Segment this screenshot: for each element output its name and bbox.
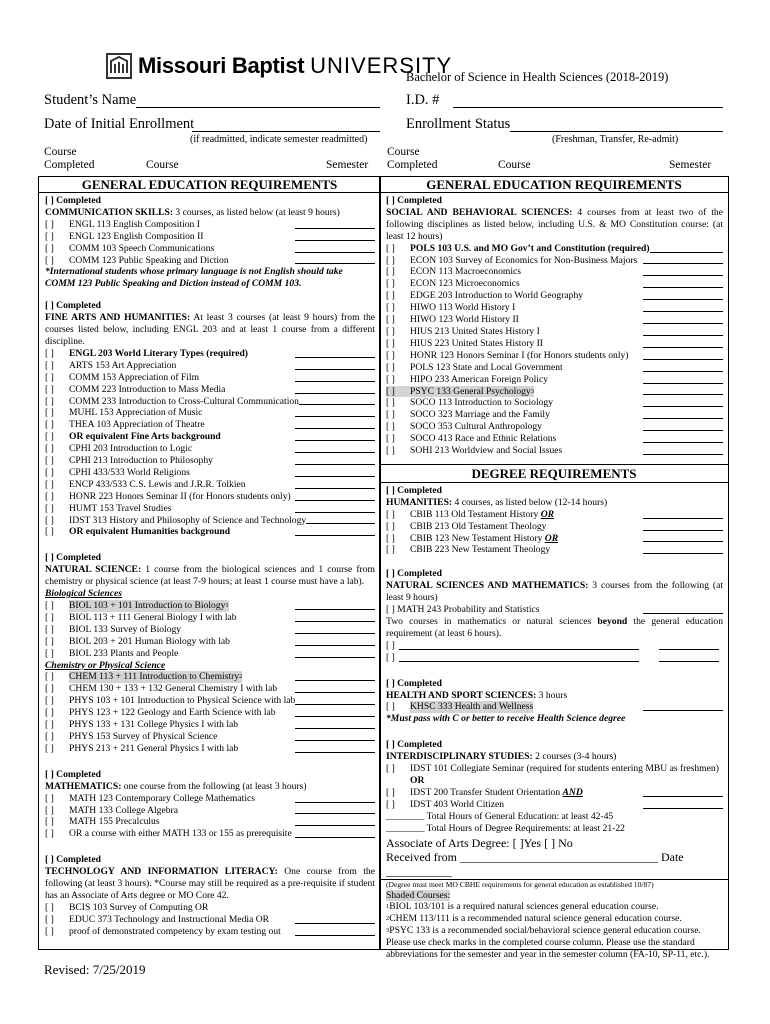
list-item[interactable]: [ ] PSYC 133 General Psychology$^3$ — [386, 386, 723, 398]
hss-completed[interactable]: [ ] Completed — [386, 677, 442, 689]
comm-heading: COMMUNICATION SKILLS: 3 courses, as listed below (at least 9 hours) — [45, 206, 340, 218]
list-item[interactable]: [ ] COMM 123 Public Speaking and Diction — [45, 255, 375, 267]
list-item[interactable]: [ ] HIWO 113 World History I — [386, 302, 723, 314]
soc-completed[interactable]: [ ] Completed — [386, 195, 442, 206]
fine-heading: FINE ARTS AND HUMANITIES: At least 3 courses (at least 9 hours) from the courses listed below, including ENGL 203 and at least 1 course from a different discipline. — [45, 312, 375, 347]
associate-degree-question[interactable]: Associate of Arts Degree: [ ]Yes [ ] No — [386, 835, 573, 850]
list-item[interactable]: [ ] SOCO 323 Marriage and the Family — [386, 409, 723, 421]
list-item[interactable]: [ ] SOCO 353 Cultural Anthropology — [386, 421, 723, 433]
shaded-courses-heading: Shaded Courses: — [386, 889, 451, 901]
list-item[interactable]: [ ] ENGL 203 World Literary Types (required) — [45, 348, 375, 360]
list-item[interactable]: [ ] OR a course with either MATH 133 or 155 as prerequisite — [45, 828, 375, 840]
list-item[interactable]: [ ] BIOL 233 Plants and People — [45, 648, 375, 660]
list-item[interactable]: [ ] COMM 103 Speech Communications — [45, 243, 375, 255]
list-item[interactable]: [ ] OR equivalent Fine Arts background — [45, 431, 375, 443]
list-item[interactable]: [ ] HIWO 123 World History II — [386, 314, 723, 326]
list-item[interactable]: [ ] IDST 313 History and Philosophy of Science and Technology — [45, 515, 375, 527]
list-item[interactable]: [ ] ECON 103 Survey of Economics for Non-Business Majors — [386, 255, 723, 267]
list-item[interactable]: [ ] SOCO 413 Race and Ethnic Relations — [386, 433, 723, 445]
tech-heading: TECHNOLOGY AND INFORMATION LITERACY: One course from the following (at least 3 hours). *Course may still be required as a pre-requisite if student has an Associate of Arts degree or MO Core 42. — [45, 866, 375, 901]
list-item[interactable]: [ ] IDST 101 Collegiate Seminar (required for students entering MBU as freshmen) — [386, 763, 719, 775]
footnote-2: $^2$CHEM 113/111 is a recommended natural science general education course. — [386, 913, 682, 925]
list-item[interactable]: [ ] MATH 133 College Algebra — [45, 805, 375, 817]
list-item[interactable]: [ ] IDST 403 World Citizen — [386, 799, 723, 811]
student-name-field[interactable] — [136, 92, 380, 108]
logo-name: Missouri Baptist UNIVERSITY — [138, 53, 453, 78]
list-item[interactable]: [ ] ENGL 123 English Composition II — [45, 231, 375, 243]
list-item[interactable]: [ ] PHYS 123 + 122 Geology and Earth Science with lab — [45, 707, 375, 719]
left-requirements-panel — [38, 176, 381, 950]
course-header: Course — [44, 146, 77, 158]
list-item[interactable]: [ ] BIOL 133 Survey of Biology — [45, 624, 375, 636]
enrollment-date-field[interactable] — [192, 116, 380, 132]
hss-heading: HEALTH AND SPORT SCIENCES: 3 hours — [386, 689, 568, 701]
right-panel-title: GENERAL EDUCATION REQUIREMENTS — [380, 177, 728, 193]
list-item[interactable]: [ ] PHYS 133 + 131 College Physics I with lab — [45, 719, 375, 731]
math-completed[interactable]: [ ] Completed — [45, 768, 101, 780]
list-item[interactable]: [ ] SOCO 113 Introduction to Sociology — [386, 397, 723, 409]
list-item[interactable]: [ ] BIOL 203 + 201 Human Biology with lab — [45, 636, 375, 648]
list-item[interactable]: [ ] HONR 123 Honors Seminar I (for Honors students only) — [386, 350, 723, 362]
list-item[interactable]: [ ] BIOL 103 + 101 Introduction to Biology$^1$ — [45, 600, 375, 612]
student-name-label: Student’s Name — [44, 92, 137, 108]
list-item[interactable]: [ ] BCIS 103 Survey of Computing OR — [45, 901, 209, 913]
right-requirements-panel — [379, 176, 729, 961]
list-item[interactable]: [ ] CHEM 113 + 111 Introduction to Chemistry$^2$ — [45, 671, 375, 683]
semester-header-right: Semester — [669, 159, 712, 171]
comm-completed[interactable]: [ ] Completed — [45, 195, 101, 206]
list-item[interactable]: [ ] COMM 233 Introduction to Cross-Cultural Communication — [45, 396, 375, 408]
total-degree-hours[interactable]: ________ Total Hours of Degree Requirements: at least 21-22 — [386, 822, 625, 834]
soc-heading: SOCIAL AND BEHAVIORAL SCIENCES: 4 courses from at least two of the following disciplines as listed below, including U.S. & MO Constitution course: (at least 12 hours) — [386, 206, 723, 242]
list-item[interactable]: [ ] HIPO 233 American Foreign Policy — [386, 374, 723, 386]
list-item[interactable]: [ ] MATH 123 Contemporary College Mathematics — [45, 793, 375, 805]
logo-mark-icon — [106, 53, 132, 79]
list-item[interactable]: [ ] CPHI 213 Introduction to Philosophy — [45, 455, 375, 467]
hum-heading: HUMANITIES: 4 courses, as listed below (12-14 hours) — [386, 496, 608, 508]
left-panel-title: GENERAL EDUCATION REQUIREMENTS — [39, 177, 380, 193]
list-item[interactable]: [ ] KHSC 333 Health and Wellness — [386, 701, 723, 713]
bio-subheading: Biological Sciences — [45, 588, 123, 600]
footnote-1: $^1$BIOL 103/101 is a required natural sciences general education course. — [386, 901, 659, 913]
hss-note: *Must pass with C or better to receive Health Science degree — [386, 713, 626, 725]
list-item[interactable]: [ ] THEA 103 Appreciation of Theatre — [45, 419, 375, 431]
list-item[interactable]: [ ] MATH 243 Probability and Statistics — [386, 604, 723, 616]
received-from-field[interactable]: Received from _________________________________ Date ___________ — [386, 849, 684, 878]
completed-header-right: Completed — [387, 159, 438, 171]
nsm-electives-note: Two courses in mathematics or natural sciences beyond the general education requirement (at least 6 hours). — [386, 616, 724, 639]
list-item[interactable]: [ ] CPHI 433/533 World Religions — [45, 467, 375, 479]
ids-or: OR — [410, 774, 425, 786]
international-note: *International students whose primary language is not English should take COMM 123 Public Speaking and Diction instead of COMM 103. — [45, 266, 343, 290]
list-item[interactable]: [ ] CBIB 123 New Testament History OR — [386, 533, 723, 545]
list-item[interactable]: [ ] POLS 123 State and Local Government — [386, 362, 723, 374]
list-item[interactable]: [ ] OR equivalent Humanities background — [45, 526, 375, 538]
course-col-header-right: Course — [498, 159, 531, 171]
list-item[interactable]: [ ] MUHL 153 Appreciation of Music — [45, 407, 375, 419]
chem-subheading: Chemistry or Physical Science — [45, 659, 166, 671]
instructions-note: Please use check marks in the completed course column. Please use the standard abbreviations for the semester and year in the semester column (FA-10, SP-11, etc.). — [386, 937, 710, 961]
list-item[interactable]: [ ] — [386, 640, 723, 652]
course-col-header: Course — [146, 159, 179, 171]
university-logo — [106, 52, 452, 80]
list-item[interactable]: [ ] ECON 123 Microeconomics — [386, 278, 723, 290]
natsci-completed[interactable]: [ ] Completed — [45, 552, 101, 564]
list-item[interactable]: [ ] EDUC 373 Technology and Instructional Media OR — [45, 914, 375, 926]
course-header-right: Course — [387, 146, 420, 158]
list-item[interactable]: [ ] MATH 155 Precalculus — [45, 816, 375, 828]
cbhe-note: (Degree must meet MO CBHE requirements for general education as established 10/87) — [380, 879, 728, 890]
ids-heading: INTERDISCIPLINARY STUDIES: 2 courses (3-4 hours) — [386, 751, 617, 763]
math-heading: MATHEMATICS: one course from the following (at least 3 hours) — [45, 780, 307, 792]
hum-completed[interactable]: [ ] Completed — [386, 484, 442, 496]
list-item[interactable]: [ ] PHYS 213 + 211 General Physics I with lab — [45, 743, 375, 755]
degree-requirements-title: DEGREE REQUIREMENTS — [380, 464, 728, 483]
list-item[interactable]: [ ] CBIB 223 New Testament Theology — [386, 544, 723, 556]
ids-completed[interactable]: [ ] Completed — [386, 739, 442, 751]
fine-completed[interactable]: [ ] Completed — [45, 300, 101, 312]
revised-date: Revised: 7/25/2019 — [44, 962, 146, 977]
enrollment-status-label: Enrollment Status — [406, 116, 511, 132]
program-title: Bachelor of Science in Health Sciences (2018-2019) — [406, 70, 669, 84]
enrollment-date-label: Date of Initial Enrollment — [44, 116, 195, 132]
list-item[interactable]: [ ] EDGE 203 Introduction to World Geography — [386, 290, 723, 302]
list-item[interactable]: [ ] POLS 103 U.S. and MO Gov’t and Constitution (required) — [386, 243, 723, 255]
list-item[interactable]: [ ] SOHI 213 Worldview and Social Issues — [386, 445, 723, 457]
list-item[interactable]: [ ] PHYS 103 + 101 Introduction to Physical Science with lab — [45, 695, 375, 707]
list-item[interactable]: [ ] ENCP 433/533 C.S. Lewis and J.R.R. Tolkien — [45, 479, 375, 491]
id-label: I.D. # — [406, 92, 440, 108]
nsm-heading: NATURAL SCIENCES AND MATHEMATICS: 3 courses from the following (at least 9 hours) — [386, 580, 723, 604]
list-item[interactable]: [ ] HUMT 153 Travel Studies — [45, 503, 375, 515]
completed-header: Completed — [44, 159, 95, 171]
list-item[interactable]: [ ] — [386, 652, 723, 664]
list-item[interactable]: [ ] CPHI 203 Introduction to Logic — [45, 443, 375, 455]
readmit-note: (if readmitted, indicate semester readmitted) — [190, 134, 368, 145]
enrollment-status-field[interactable] — [510, 116, 723, 132]
list-item[interactable]: [ ] HONR 223 Honors Seminar II (for Honors students only) — [45, 491, 375, 503]
list-item[interactable]: [ ] HIUS 213 United States History I — [386, 326, 723, 338]
list-item[interactable]: [ ] COMM 223 Introduction to Mass Media — [45, 384, 375, 396]
total-gen-ed-hours[interactable]: ________ Total Hours of General Education: at least 42-45 — [386, 810, 614, 822]
footnote-3: $^3$PSYC 133 is a recommended social/behavioral science general education course. — [386, 925, 701, 937]
status-note: (Freshman, Transfer, Re-admit) — [552, 134, 679, 145]
list-item[interactable]: [ ] HIUS 223 United States History II — [386, 338, 723, 350]
list-item[interactable]: [ ] ENGL 113 English Composition I — [45, 219, 375, 231]
id-field[interactable] — [453, 92, 723, 108]
list-item[interactable]: [ ] proof of demonstrated competency by exam testing out — [45, 926, 375, 938]
list-item[interactable]: [ ] CBIB 213 Old Testament Theology — [386, 521, 723, 533]
list-item[interactable]: [ ] ARTS 153 Art Appreciation — [45, 360, 375, 372]
nsm-completed[interactable]: [ ] Completed — [386, 568, 442, 580]
list-item[interactable]: [ ] BIOL 113 + 111 General Biology I with lab — [45, 612, 375, 624]
semester-header: Semester — [326, 159, 369, 171]
list-item[interactable]: [ ] IDST 200 Transfer Student Orientation AND — [386, 787, 723, 799]
list-item[interactable]: [ ] COMM 153 Appreciation of Film — [45, 372, 375, 384]
list-item[interactable]: [ ] CBIB 113 Old Testament History OR — [386, 509, 723, 521]
list-item[interactable]: [ ] PHYS 153 Survey of Physical Science — [45, 731, 375, 743]
list-item[interactable]: [ ] ECON 113 Macroeconomics — [386, 266, 723, 278]
list-item[interactable]: [ ] CHEM 130 + 133 + 132 General Chemistry I with lab — [45, 683, 375, 695]
tech-completed[interactable]: [ ] Completed — [45, 854, 101, 866]
natsci-heading: NATURAL SCIENCE: 1 course from the biological sciences and 1 course from chemistry or physical science (at least 7-9 hours; at least 1 course must have a lab). — [45, 564, 375, 588]
